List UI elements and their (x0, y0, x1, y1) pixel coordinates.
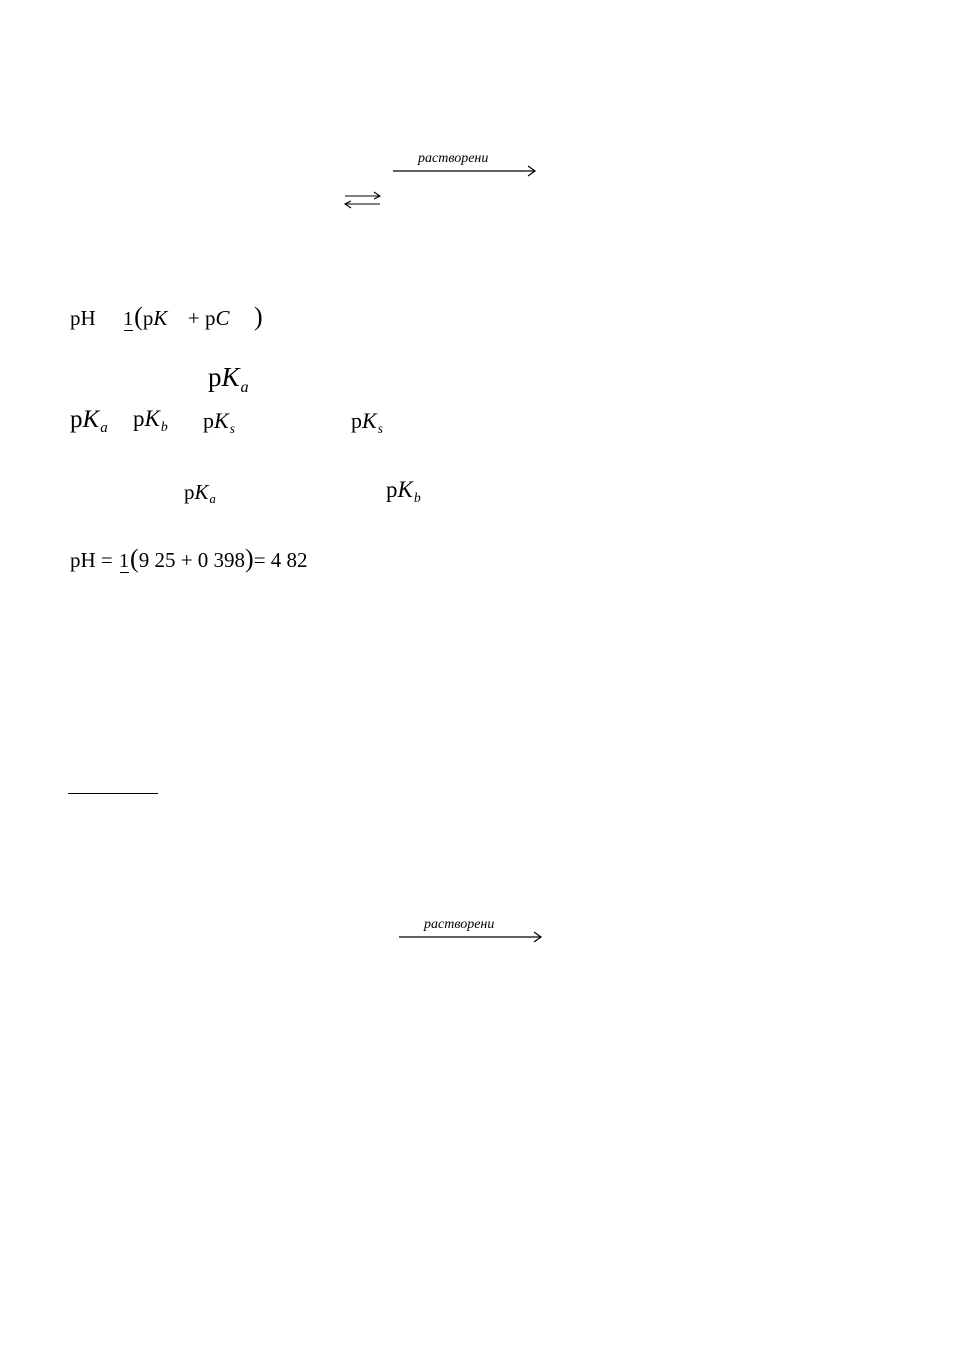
reaction-arrow-bottom (398, 930, 546, 944)
equilibrium-arrows-icon (343, 191, 383, 209)
arrow-label-bottom: растворени (424, 917, 495, 932)
formula2-result: = 4 82 (253, 548, 308, 572)
formula-ph-general: pH 1 (pK + pC ) (70, 302, 263, 331)
formula2-lhs: pH = (70, 548, 113, 572)
formula1-frac-num: 1 (123, 308, 134, 331)
arrow-label-top: растворени (418, 151, 489, 166)
formula1-term1-var: K (153, 306, 168, 330)
formula1-term1: p (142, 306, 154, 330)
formula1-close: ) (253, 302, 263, 331)
row3-pks: $pK_s$ (203, 408, 235, 436)
formula2-fraction (119, 551, 129, 573)
formula2-inner: 9 25 + 0 398 (138, 548, 246, 572)
pka-large: $pK_a$ (208, 362, 249, 396)
reaction-arrow-top (392, 164, 540, 178)
formula1-term2-var: C (215, 306, 230, 330)
formula-ph-calculation: pH = 1 (9 25 + 0 398)= 4 82 (70, 544, 308, 573)
formula1-term2: p (204, 306, 216, 330)
row3-pks-second: $pK_s$ (351, 408, 383, 436)
formula2-frac-num: 1 (119, 550, 130, 573)
row3-pka: $pK_a$ (70, 406, 108, 437)
footnote-separator (68, 793, 158, 794)
row3-pkb: $pK_b$ (133, 406, 168, 434)
row4-pka: $pK_a$ (184, 480, 216, 507)
formula1-plus: + (187, 306, 200, 330)
formula1-fraction (123, 309, 133, 331)
formula1-lhs: pH (70, 306, 96, 330)
row4-pkb: $pK_b$ (386, 477, 421, 505)
